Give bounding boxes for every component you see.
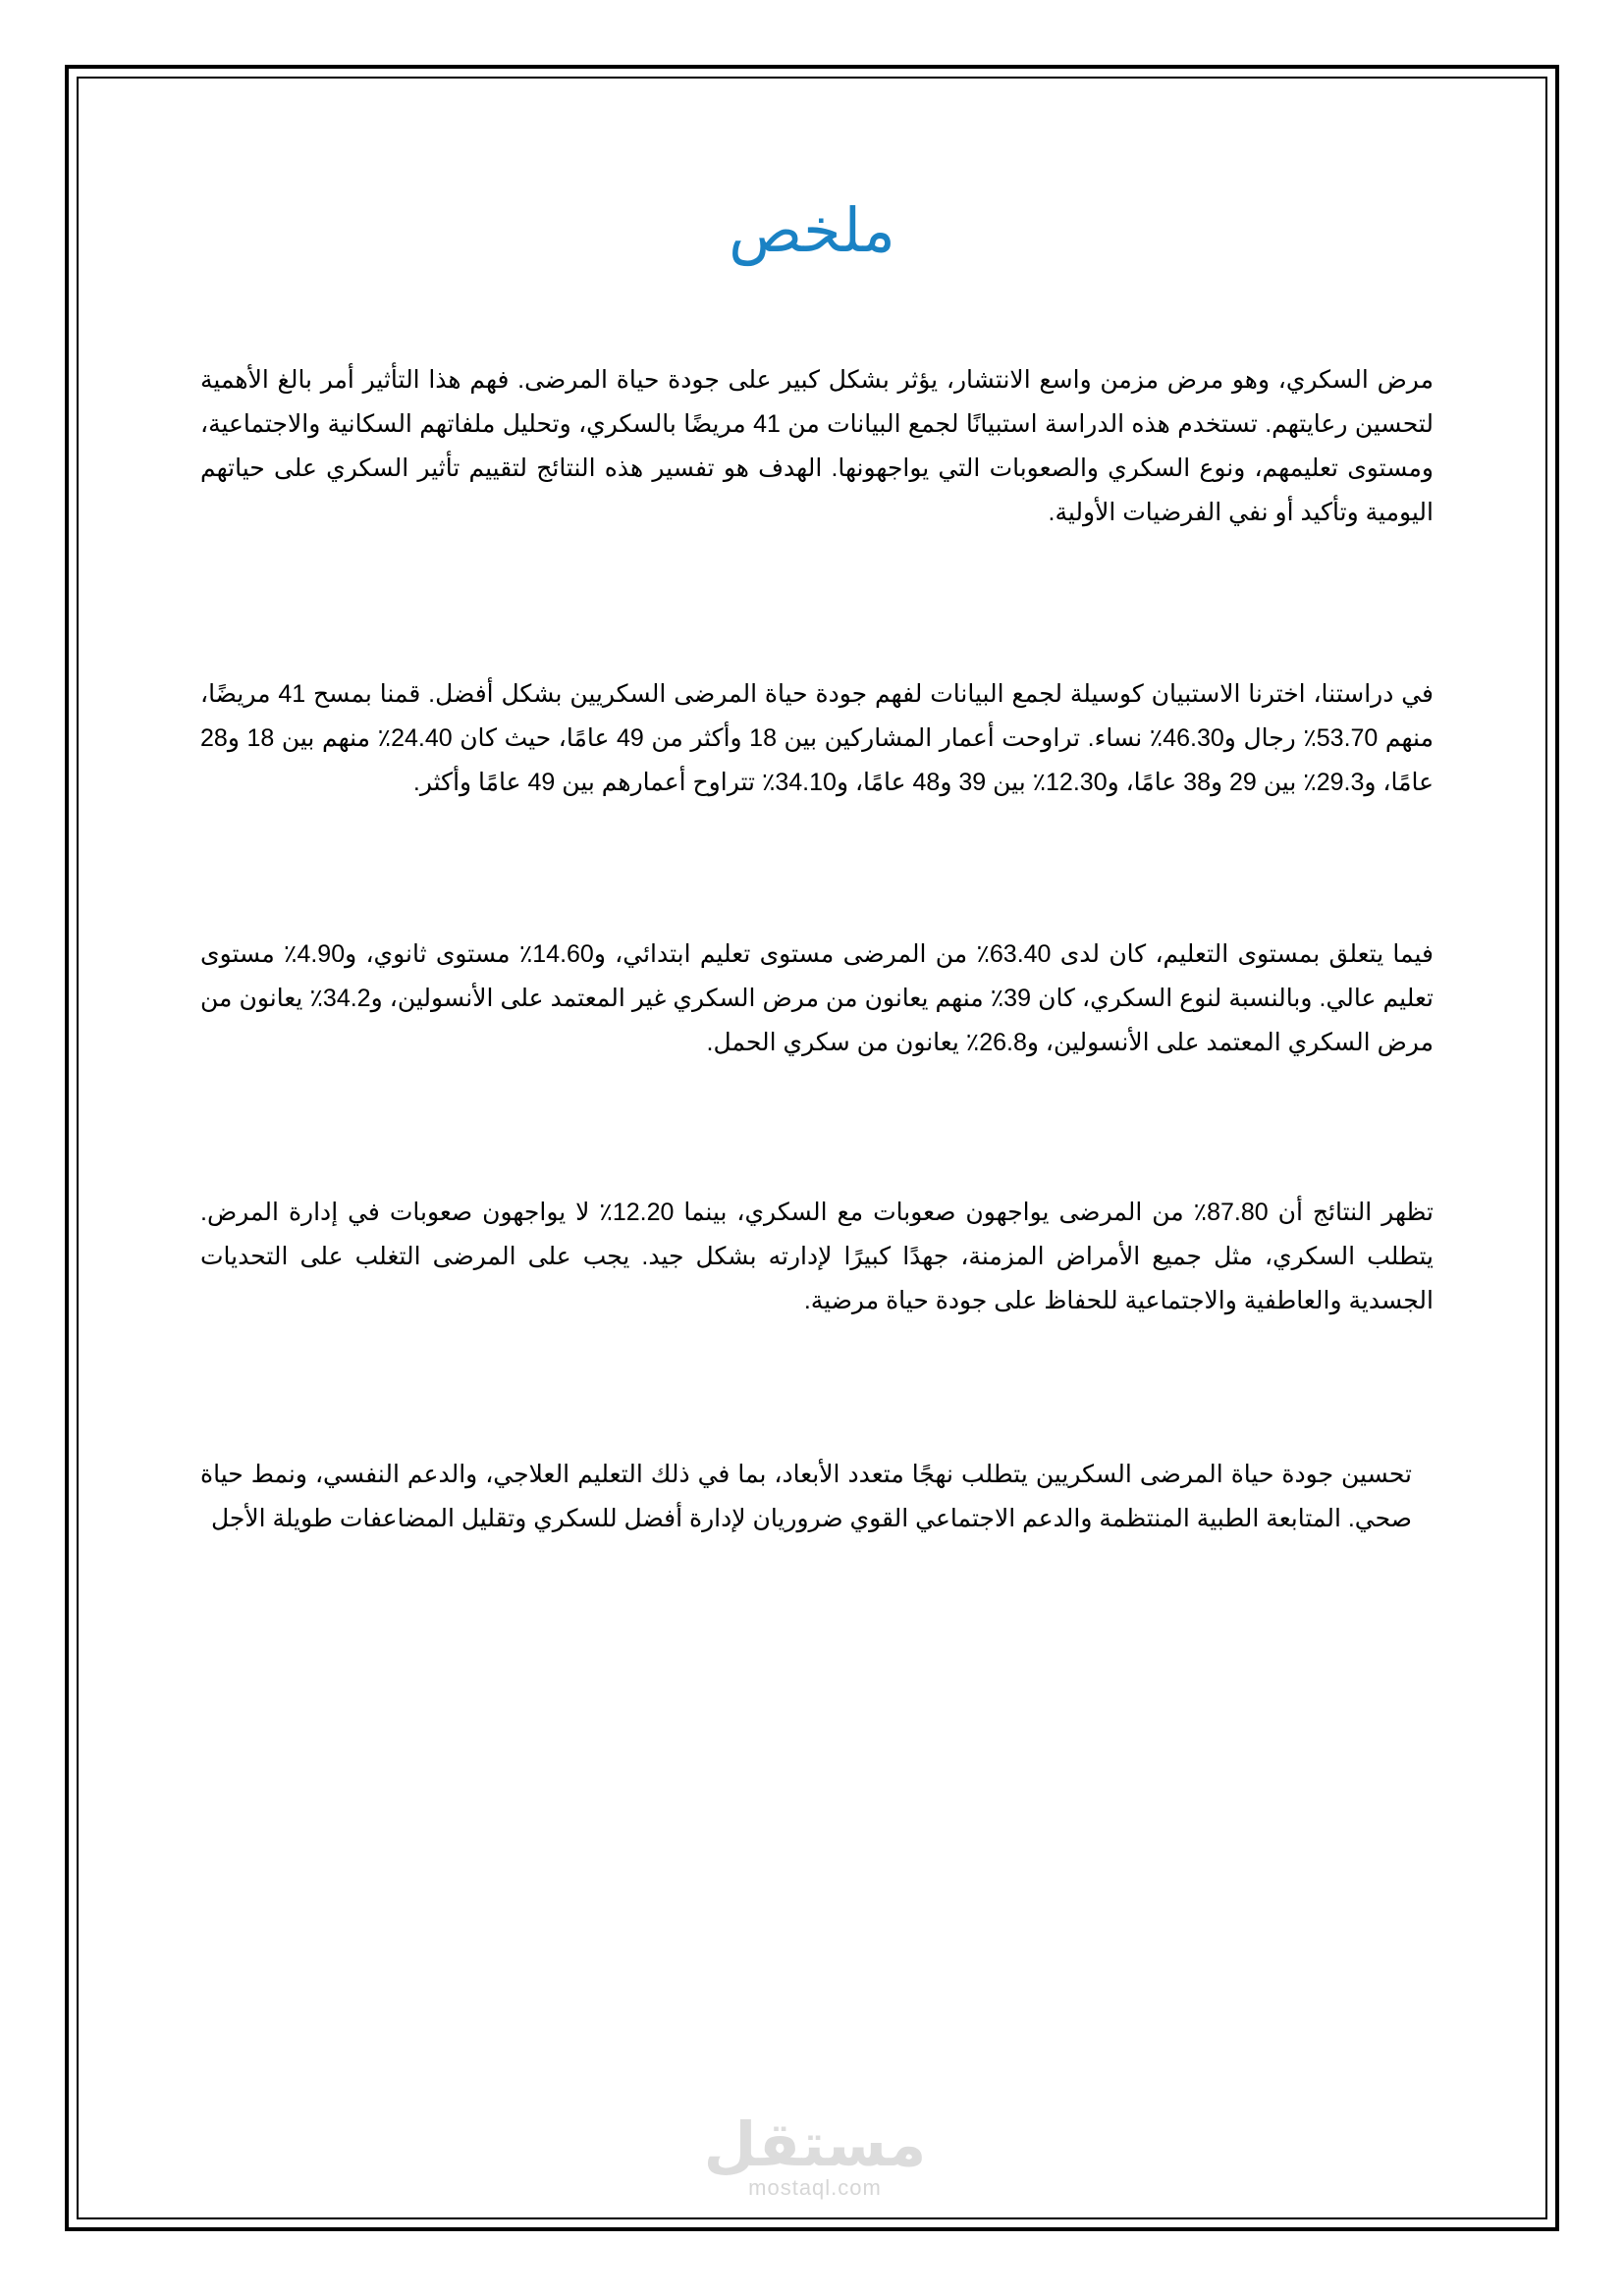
watermark [687,2111,943,2200]
paragraph-intro: مرض السكري، وهو مرض مزمن واسع الانتشار، يؤثر بشكل كبير على جودة حياة المرضى. فهم هذا التأثير أمر بالغ الأهمية لتحسين رعايتهم. تستخدم هذه الدراسة استبيانًا لجمع البيانات من 41 مريضًا بالسكري، وتحليل ملفاتهم السكانية والاجتماعية، ومستوى تعليمهم، ونوع السكري والصعوبات التي يواجهونها. الهدف هو تفسير هذه النتائج لتقييم تأثير السكري على حياتهم اليومية وتأكيد أو نفي الفرضيات الأولية. [200,366,1434,526]
watermark-domain: mostaql.com [748,2175,882,2200]
paragraph-results: تظهر النتائج أن 87.80٪ من المرضى يواجهون صعوبات مع السكري، بينما 12.20٪ لا يواجهون صعوبات في إدارة المرض. يتطلب السكري، مثل جميع الأمراض المزمنة، جهدًا كبيرًا لإدارته بشكل جيد. يجب على المرضى التغلب على التحديات الجسدية والعاطفية والاجتماعية للحفاظ على جودة حياة مرضية. [200,1199,1434,1314]
paragraph-sample: في دراستنا، اخترنا الاستبيان كوسيلة لجمع البيانات لفهم جودة حياة المرضى السكريين بشكل أفضل. قمنا بمسح 41 مريضًا، منهم 53.70٪ رجال و46.30٪ نساء. تراوحت أعمار المشاركين بين 18 وأكثر من 49 عامًا، حيث كان 24.40٪ منهم بين 18 و28 عامًا، و29.3٪ بين 29 و38 عامًا، و12.30٪ بين 39 و48 عامًا، و34.10٪ تتراوح أعمارهم بين 49 عامًا وأكثر. [200,680,1434,796]
paragraph-conclusion: تحسين جودة حياة المرضى السكريين يتطلب نهجًا متعدد الأبعاد، بما في ذلك التعليم العلاجي، والدعم النفسي، ونمط حياة صحي. المتابعة الطبية المنتظمة والدعم الاجتماعي القوي ضروريان لإدارة أفضل للسكري وتقليل المضاعفات طويلة الأجل [200,1461,1412,1532]
paragraph-education: فيما يتعلق بمستوى التعليم، كان لدى 63.40٪ من المرضى مستوى تعليم ابتدائي، و14.60٪ مستوى ثانوي، و4.90٪ مستوى تعليم عالي. وبالنسبة لنوع السكري، كان 39٪ منهم يعانون من مرض السكري غير المعتمد على الأنسولين، و34.2٪ يعانون من مرض السكري المعتمد على الأنسولين، و26.8٪ يعانون من سكري الحمل. [200,940,1435,1056]
page-title: ملخص [729,194,895,266]
watermark-logo: مستقل [703,2111,927,2179]
